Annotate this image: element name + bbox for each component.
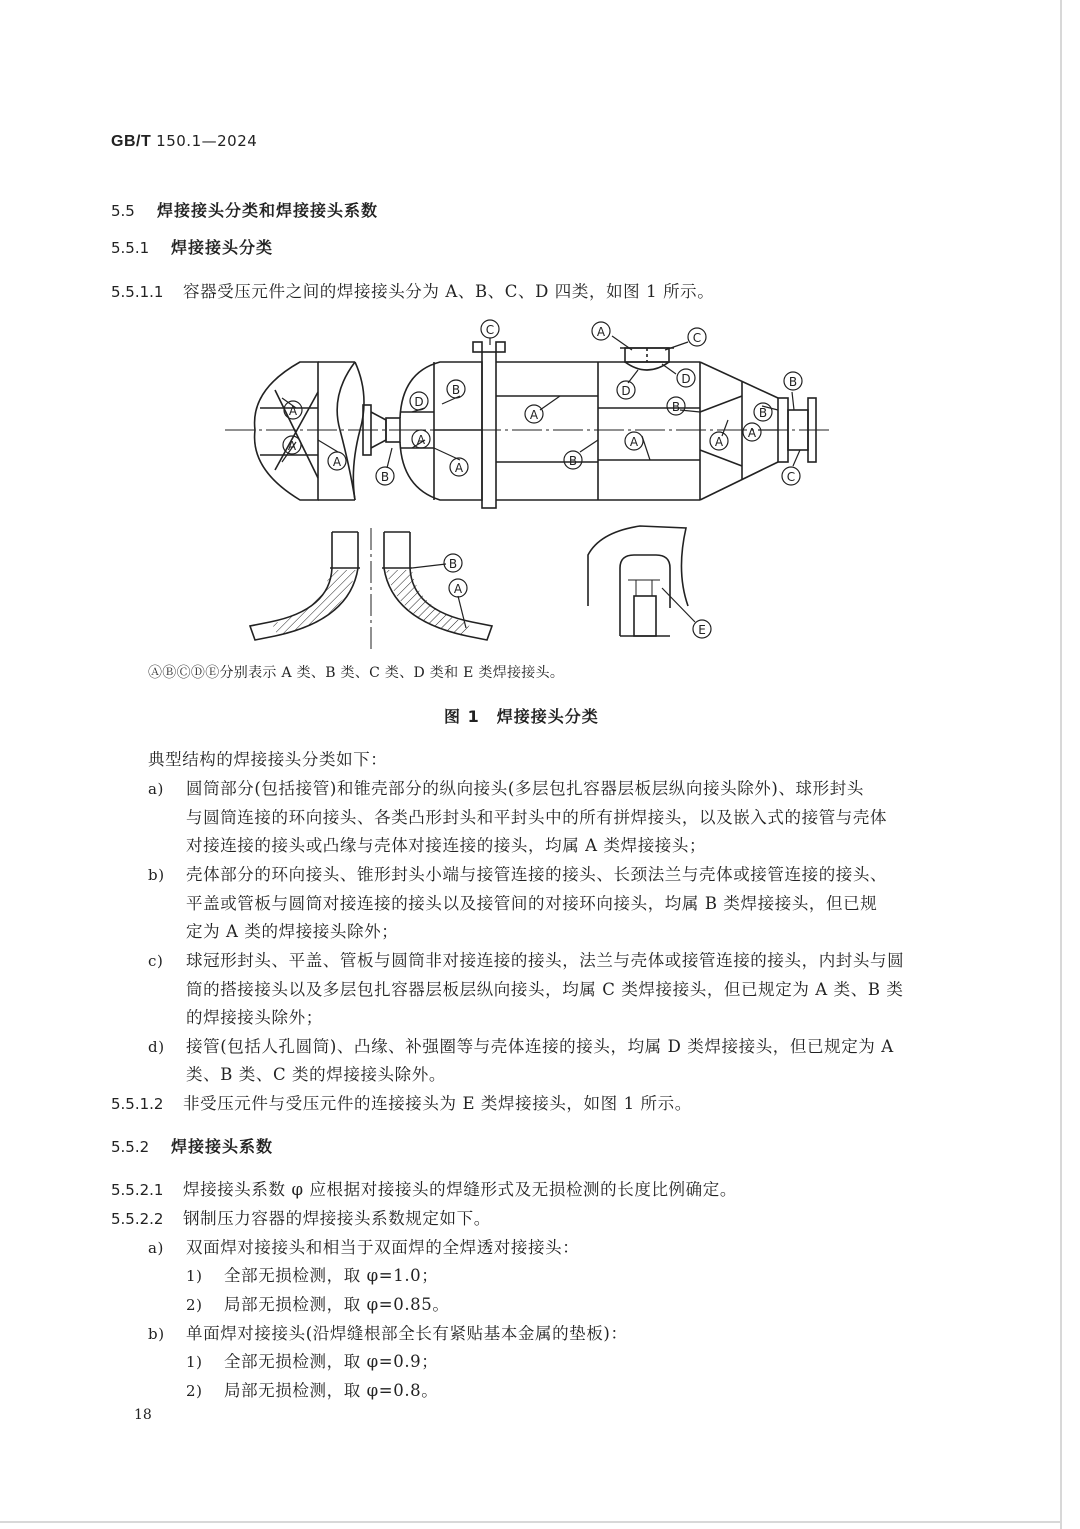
svg-text:C: C [786,470,796,484]
svg-text:A: A [714,435,724,449]
list-label: a) [148,780,164,798]
callout-b [784,372,802,390]
list-label: b) [148,866,165,884]
svg-text:B: B [451,383,461,397]
standard-prefix: GB/T [111,133,152,150]
left-spherical-head [255,362,364,500]
body-flange [473,342,505,508]
svg-text:D: D [621,384,631,398]
callout-a [328,452,346,470]
callout-a [449,579,467,597]
figure-caption: 图 1 焊接接头分类 [444,707,599,726]
weld-joint-figure [0,0,1080,660]
section-title: 焊接接头系数 [171,1137,274,1156]
conical-section [700,362,778,500]
svg-text:B: B [568,454,578,468]
callout-a [625,432,643,450]
coef-b-sub-2 [186,1377,438,1401]
callout-b [754,403,772,421]
callout-c [481,320,499,338]
callout-b [667,397,685,415]
list-line: 球冠形封头、平盖、管板与圆筒非对接连接的接头，法兰与壳体或接管连接的接头，内封头与圆 [186,951,905,970]
paragraph-5-5-2-1 [111,1176,737,1200]
coef-b-sub-1 [186,1348,438,1372]
list-item-b-line-2: 平盖或管板与圆筒对接连接的接头以及接管间的对接环向接头，均属 B 类焊接接头，但已规 [186,894,878,913]
callout-a [525,405,543,423]
list-item-b-line-3: 定为 A 类的焊接接头除外； [186,922,399,941]
shell-left [400,362,482,500]
list-label: a) [148,1239,164,1257]
callout-a [710,432,728,450]
list-item-a-line-3: 对接连接的接头或凸缘与壳体对接连接的接头，均属 A 类焊接接头； [186,836,707,855]
figure-note: ⒶⒷⒸⒹⒺ分别表示 A 类、B 类、C 类、D 类和 E 类焊接接头。 [148,665,565,681]
svg-text:B: B [788,375,798,389]
list-item-c-line-3: 的焊接接头除外； [186,1008,323,1027]
list-item-a [148,775,864,799]
shell-main [496,362,700,500]
section-title: 焊接接头分类 [171,238,274,257]
attachment-detail-e [588,526,711,638]
coef-item-b [148,1320,628,1344]
clause-number: 5.5.2.2 [111,1210,164,1228]
section-number: 5.5.1 [111,239,150,257]
svg-text:A: A [747,426,757,440]
callout-c [782,467,800,485]
callout-e [693,620,711,638]
callout-d [410,392,428,410]
list-line: 壳体部分的环向接头、锥形封头小端与接管连接的接头、长颈法兰与壳体或接管连接的接头、 [186,865,888,884]
callout-a [592,322,610,340]
callout-a [283,436,301,454]
clause-number: 5.5.1.1 [111,283,164,301]
svg-text:B: B [671,400,681,414]
sub-label: 1) [186,1353,203,1371]
section-title: 焊接接头分类和焊接接头系数 [157,201,379,220]
svg-text:A: A [287,439,297,453]
callout-b [376,467,394,485]
callout-c [688,328,706,346]
list-line: 圆筒部分(包括接管)和锥壳部分的纵向接头(多层包扎容器层板层纵向接头除外)、球形封头 [186,779,864,798]
sub-label: 2) [186,1382,203,1400]
svg-text:C: C [692,331,702,345]
sub-text: 局部无损检测，取 φ=0.8。 [224,1381,439,1400]
callout-d [677,369,695,387]
clause-text: 钢制压力容器的焊接接头系数规定如下。 [183,1209,491,1228]
clause-number: 5.5.1.2 [111,1095,164,1113]
clause-text: 非受压元件与受压元件的连接接头为 E 类焊接接头，如图 1 所示。 [183,1094,692,1113]
list-item-d [148,1033,894,1057]
clause-text: 容器受压元件之间的焊接接头分为 A、B、C、D 四类，如图 1 所示。 [183,282,715,301]
svg-text:E: E [698,623,706,637]
coef-item-a [148,1234,579,1258]
callout-d [617,381,635,399]
sub-text: 全部无损检测，取 φ=0.9； [224,1352,439,1371]
list-line: 接管(包括人孔圆筒)、凸缘、补强圈等与壳体连接的接头，均属 D 类焊接接头，但已规定为 A [186,1037,894,1056]
svg-text:B: B [380,470,390,484]
list-item-a-line-2: 与圆筒连接的环向接头、各类凸形封头和平封头中的所有拼焊接头，以及嵌入式的接管与壳体 [186,808,888,827]
callout-a [450,458,468,476]
coef-a-sub-2 [186,1291,449,1315]
coef-text: 双面焊对接接头和相当于双面焊的全焊透对接接头： [186,1238,580,1257]
svg-text:A: A [416,433,426,447]
list-label: b) [148,1325,165,1343]
flanged-nozzle-detail [250,528,492,650]
sub-label: 2) [186,1296,203,1314]
page-edge-bottom [0,1521,1062,1523]
callout-b [447,380,465,398]
callout-a [743,423,761,441]
svg-text:B: B [758,406,768,420]
page-number: 18 [134,1407,152,1423]
clause-number: 5.5.2.1 [111,1181,164,1199]
svg-text:A: A [332,455,342,469]
callout-a [284,401,302,419]
paragraph-5-5-2-2 [111,1205,491,1229]
svg-text:A: A [596,325,606,339]
paragraph-5-5-1-2 [111,1090,692,1114]
list-label: d) [148,1038,165,1056]
svg-text:B: B [448,557,458,571]
list-item-c-line-2: 筒的搭接接头以及多层包扎容器层板层纵向接头，均属 C 类焊接接头，但已规定为 A 类、B 类 [186,980,904,999]
list-intro: 典型结构的焊接接头分类如下： [148,750,388,769]
section-number: 5.5 [111,202,135,220]
svg-text:A: A [629,435,639,449]
section-5-5-2-heading [111,1134,273,1157]
callout-b [444,554,462,572]
svg-text:A: A [529,408,539,422]
clause-text: 焊接接头系数 φ 应根据对接接头的焊缝形式及无损检测的长度比例确定。 [183,1180,737,1199]
svg-text:D: D [681,372,691,386]
svg-text:A: A [453,582,463,596]
standard-number: 150.1—2024 [156,132,258,150]
list-item-c [148,947,904,971]
sub-text: 全部无损检测，取 φ=1.0； [224,1266,439,1285]
svg-text:C: C [485,323,495,337]
section-number: 5.5.2 [111,1138,150,1156]
sub-label: 1) [186,1267,203,1285]
callout-b [564,451,582,469]
svg-text:A: A [454,461,464,475]
sub-text: 局部无损检测，取 φ=0.85。 [224,1295,450,1314]
coef-text: 单面焊对接接头(沿焊缝根部全长有紧贴基本金属的垫板)： [186,1324,628,1343]
list-item-b [148,861,887,885]
list-label: c) [148,952,164,970]
svg-text:D: D [414,395,424,409]
svg-text:A: A [288,404,298,418]
callout-a [412,430,430,448]
coef-a-sub-1 [186,1262,438,1286]
list-item-d-line-2: 类、B 类、C 类的焊接接头除外。 [186,1065,446,1084]
